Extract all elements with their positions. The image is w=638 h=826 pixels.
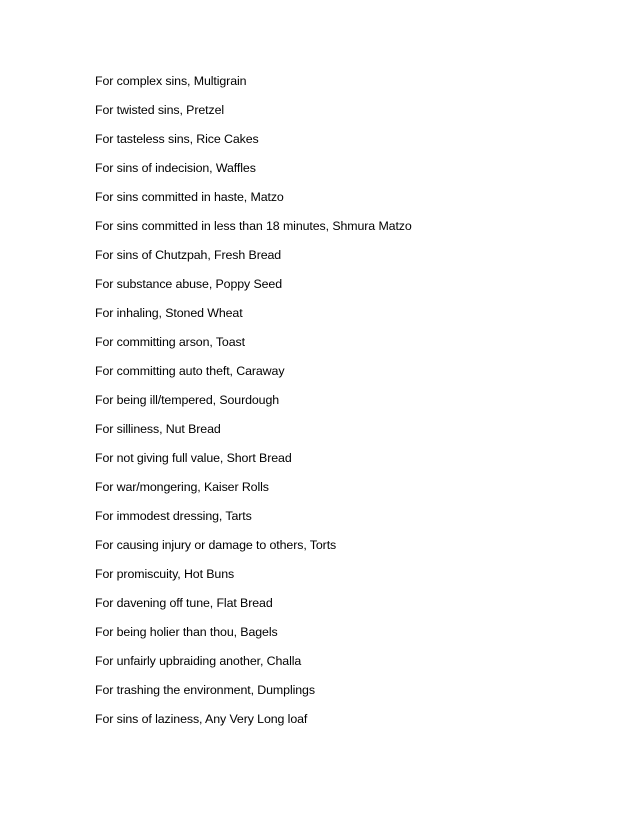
text-line: For sins committed in less than 18 minutes, Shmura Matzo [95, 219, 412, 233]
text-line: For being ill/tempered, Sourdough [95, 393, 280, 407]
text-line: For sins of Chutzpah, Fresh Bread [95, 248, 282, 262]
text-line: For tasteless sins, Rice Cakes [95, 132, 259, 146]
text-line: For immodest dressing, Tarts [95, 509, 252, 523]
text-line: For sins of indecision, Waffles [95, 161, 256, 175]
text-line: For committing auto theft, Caraway [95, 364, 285, 378]
text-line: For twisted sins, Pretzel [95, 103, 225, 117]
text-line: For causing injury or damage to others, Torts [95, 538, 337, 552]
text-line: For silliness, Nut Bread [95, 422, 221, 436]
text-line: For unfairly upbraiding another, Challa [95, 654, 302, 668]
text-line: For davening off tune, Flat Bread [95, 596, 273, 610]
text-line: For committing arson, Toast [95, 335, 245, 349]
text-line: For sins committed in haste, Matzo [95, 190, 284, 204]
text-line: For complex sins, Multigrain [95, 74, 247, 88]
text-line: For not giving full value, Short Bread [95, 451, 292, 465]
text-line: For inhaling, Stoned Wheat [95, 306, 243, 320]
text-line: For war/mongering, Kaiser Rolls [95, 480, 269, 494]
text-line: For trashing the environment, Dumplings [95, 683, 315, 697]
text-line: For being holier than thou, Bagels [95, 625, 278, 639]
text-line: For sins of laziness, Any Very Long loaf [95, 712, 308, 726]
text-line: For substance abuse, Poppy Seed [95, 277, 283, 291]
text-lines [95, 74, 412, 741]
text-line: For promiscuity, Hot Buns [95, 567, 235, 581]
